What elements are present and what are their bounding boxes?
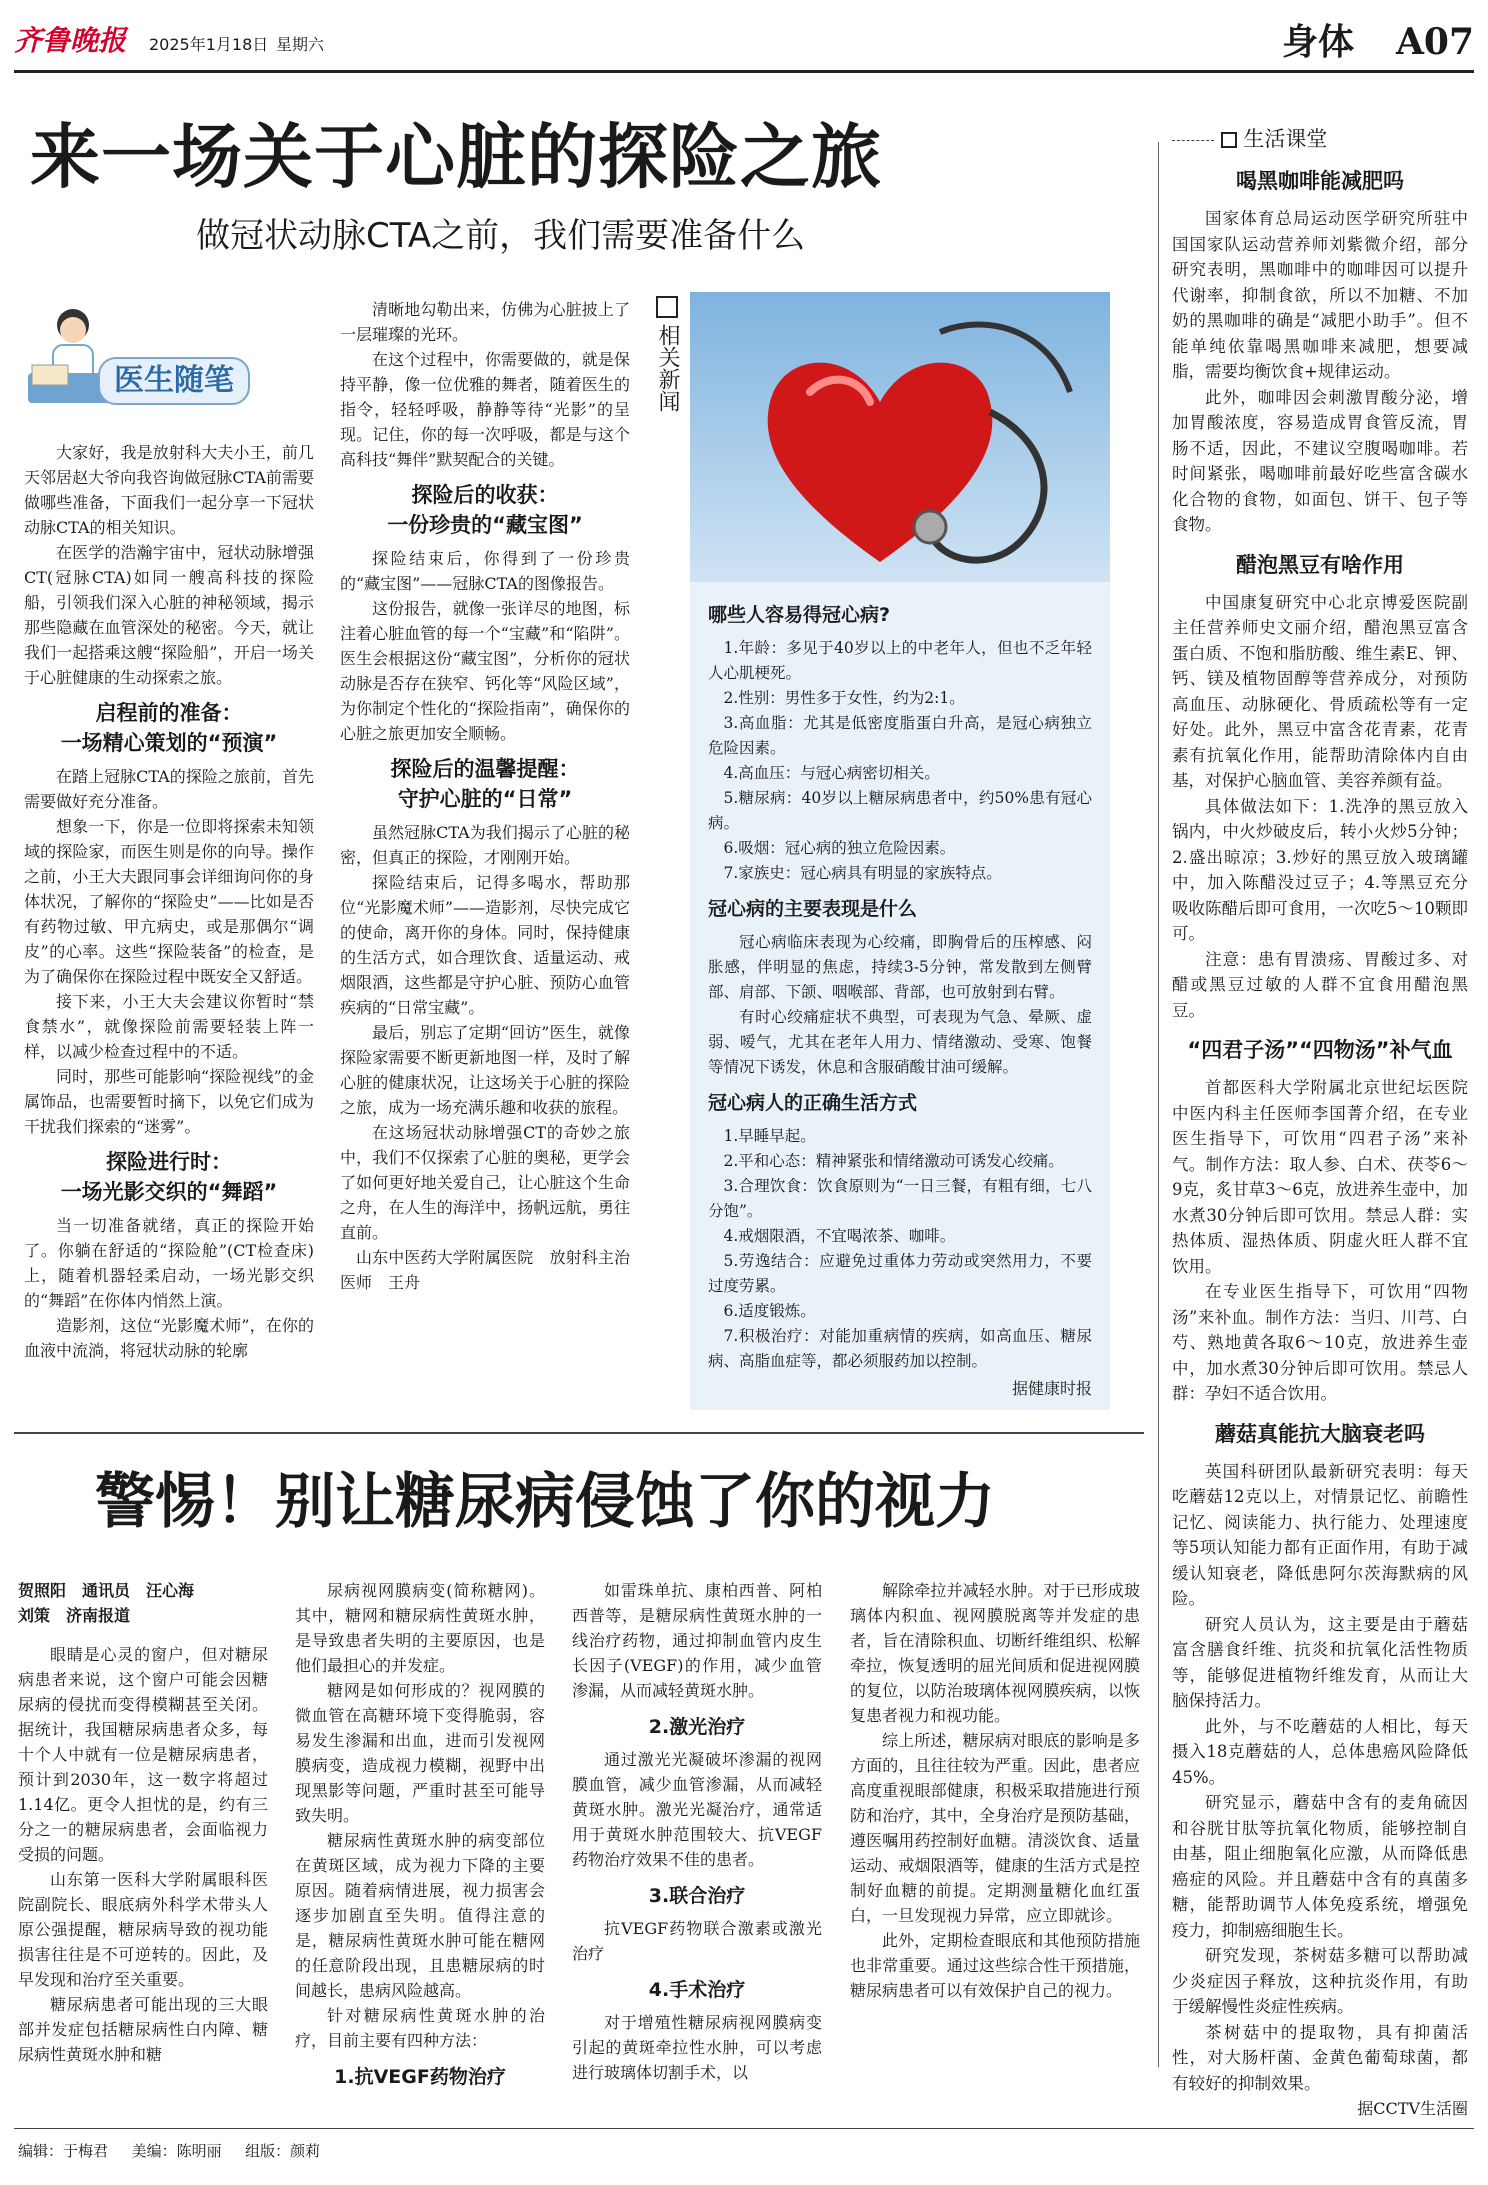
page-number: A07 [1395,21,1474,63]
paragraph: 研究显示，蘑菇中含有的麦角硫因和谷胱甘肽等抗氧化物质，能够控制自由基，阻止细胞氧化应激，从而降低患癌症的风险。并且蘑菇中含有的真菌多糖，能帮助调节人体免疫系统，增强免疫力，抑制癌细胞生长。 [1172,1793,1468,1940]
section-heading: 探险后的温馨提醒： 守护心脏的“日常” [390,757,580,811]
footer-rule [14,2128,1474,2129]
paragraph: 探险结束后，记得多喝水，帮助那位“光影魔术师”——造影剂，尽快完成它的使命，离开你的身体。同时，保持健康的生活方式，如合理饮食、适量运动、戒烟限酒，这些都是守护心脏、预防心血管疾病的“日常宝藏”。 [340,873,630,1017]
doctor-essay-badge [18,295,318,415]
paragraph: 最后，别忘了定期“回访”医生，就像探险家需要不断更新地图一样，及时了解心脏的健康状况，让这场关于心脏的探险之旅，成为一场充满乐趣和收获的旅程。 [340,1023,630,1117]
paragraph: 1.年龄：多见于40岁以上的中老年人，但也不乏年轻人心肌梗死。 [708,639,1092,682]
paragraph: 此外，定期检查眼底和其他预防措施也非常重要。通过这些综合性干预措施，糖尿病患者可以有效保护自己的视力。 [850,1931,1140,2000]
subsection-heading: 4.手术治疗 [648,1979,746,2001]
paragraph: 当一切准备就绪，真正的探险开始了。你躺在舒适的“探险舱”(CT检查床)上，随着机器轻柔启动，一场光影交织的“舞蹈”在你体内悄然上演。 [24,1216,314,1310]
section-heading: 醋泡黑豆有啥作用 [1236,552,1404,577]
paragraph: 山东第一医科大学附属眼科医院副院长、眼底病外科学术带头人原公强提醒，糖尿病导致的视功能损害往往是不可逆转的。因此，及早发现和治疗至关重要。 [18,1870,268,1989]
sub-headline: 做冠状动脉CTA之前，我们需要准备什么 [196,216,806,256]
bottom-col-1 [18,1578,268,2067]
paragraph: 此外，与不吃蘑菇的人相比，每天摄入18克蘑菇的人，总体患癌风险降低45%。 [1172,1716,1468,1787]
paragraph: 2.性别：男性多于女性，约为2:1。 [723,689,965,707]
author-byline: 山东中医药大学附属医院 放射科主治医师 王舟 [340,1248,630,1292]
main-headline: 来一场关于心脏的探险之旅 [30,115,882,198]
paragraph: 5.糖尿病：40岁以上糖尿病患者中，约50%患有冠心病。 [708,789,1092,832]
paragraph: 在专业医生指导下，可饮用“四物汤”来补血。制作方法：当归、川芎、白芍、熟地黄各取6～10克，放进养生壶中，加水煮30分钟后即可饮用。禁忌人群：孕妇不适合饮用。 [1172,1282,1468,1403]
section-heading: 蘑菇真能抗大脑衰老吗 [1215,1421,1425,1446]
section-heading: 启程前的准备： 一场精心策划的“预演” [60,701,278,755]
bottom-headline: 警惕！别让糖尿病侵蚀了你的视力 [95,1467,995,1537]
column-source: 据CCTV生活圈 [1357,2099,1468,2118]
article-col-1 [24,440,314,1363]
reporter-byline: 贺照阳 通讯员 汪心海 刘策 济南报道 [18,1581,195,1625]
paragraph: 如雷珠单抗、康柏西普、阿柏西普等，是糖尿病性黄斑水肿的一线治疗药物，通过抑制血管内皮生长因子(VEGF)的作用，减少血管渗漏，从而减轻黄斑水肿。 [572,1581,822,1700]
paragraph: 在医学的浩瀚宇宙中，冠状动脉增强CT(冠脉CTA)如同一艘高科技的探险船，引领我们深入心脏的神秘领域，揭示那些隐藏在血管深处的秘密。今天，就让我们一起搭乘这艘“探险船”，开启一场关于心脏健康的生动探索之旅。 [24,543,314,687]
subsection-heading: 3.联合治疗 [648,1885,746,1907]
issue-weekday: 星期六 [276,35,325,54]
paragraph: 糖尿病患者可能出现的三大眼部并发症包括糖尿病性白内障、糖尿病性黄斑水肿和糖 [18,1995,268,2064]
paragraph: 糖尿病性黄斑水肿的病变部位在黄斑区域，成为视力下降的主要原因。随着病情进展，视力损害会逐步加剧直至失明。值得注意的是，糖尿病性黄斑水肿可能在糖网的任意阶段出现，且患糖尿病的时间越长，患病风险越高。 [295,1831,545,2000]
doctor-essay-label: 医生随笔 [98,357,250,405]
designer-credit: 美编：陈明丽 [131,2142,222,2160]
paragraph: 有时心绞痛症状不典型，可表现为气急、晕厥、虚弱、嗳气，尤其在老年人用力、情绪激动、受寒、饱餐等情况下诱发，休息和含服硝酸甘油可缓解。 [708,1008,1092,1076]
heart-icon [690,292,1110,582]
layout-credit: 组版：颜莉 [245,2142,321,2160]
paragraph: 大家好，我是放射科大夫小王，前几天邻居赵大爷向我咨询做冠脉CTA前需要做哪些准备，下面我们一起分享一下冠状动脉CTA的相关知识。 [24,443,314,537]
heart-stethoscope-image [690,292,1110,582]
paragraph: 英国科研团队最新研究表明：每天吃蘑菇12克以上，对情景记忆、前瞻性记忆、阅读能力、执行能力、处理速度等5项认知能力都有正面作用，有助于减缓认知衰老，降低患阿尔茨海默病的风险。 [1172,1461,1468,1608]
section-heading: “四君子汤”“四物汤”补气血 [1187,1038,1453,1062]
column-tag-icon [1221,132,1237,148]
paragraph: 国家体育总局运动医学研究所驻中国国家队运动营养师刘紫微介绍，部分研究表明，黑咖啡中的咖啡因可以提升代谢率，抑制食欲，所以不加糖、不加奶的黑咖啡的确是“减肥小助手”。但不能单纯依靠喝黑咖啡来减肥，想要减脂，需要均衡饮食+规律运动。 [1172,209,1468,381]
box-heading: 哪些人容易得冠心病? [708,604,891,626]
paragraph: 眼睛是心灵的窗户，但对糖尿病患者来说，这个窗户可能会因糖尿病的侵扰而变得模糊甚至关闭。据统计，我国糖尿病患者众多，每十个人中就有一位是糖尿病患者，预计到2030年，这一数字将超过1.14亿。更令人担忧的是，约有三分之一的糖尿病患者，会面临视力受损的问题。 [18,1645,268,1864]
paragraph: 探险结束后，你得到了一份珍贵的“藏宝图”——冠脉CTA的图像报告。 [340,549,630,593]
paragraph: 3.合理饮食：饮食原则为“一日三餐，有粗有细，七八分饱”。 [708,1177,1092,1220]
right-column-divider [1158,142,1159,2067]
masthead [14,20,1474,68]
paragraph: 研究人员认为，这主要是由于蘑菇富含膳食纤维、抗炎和抗氧化活性物质等，能够促进植物纤维发育，从而让大脑保持活力。 [1172,1614,1468,1710]
cad-info-box [690,582,1110,1410]
editor-credit: 编辑：于梅君 [18,2142,109,2160]
paragraph: 研究发现，茶树菇多糖可以帮助减少炎症因子释放，这种抗炎作用，有助于缓解慢性炎症性疾病。 [1172,1946,1468,2016]
paragraph: 6.适度锻炼。 [723,1302,816,1320]
news-box-icon [656,296,678,318]
paragraph: 冠心病临床表现为心绞痛，即胸骨后的压榨感、闷胀感，伴明显的焦虑，持续3-5分钟，常发散到左侧臂部、肩部、下颌、咽喉部、背部，也可放射到右臂。 [708,933,1092,1001]
paragraph: 注意：患有胃溃疡、胃酸过多、对醋或黑豆过敏的人群不宜食用醋泡黑豆。 [1172,949,1468,1020]
paragraph: 接下来，小王大夫会建议你暂时“禁食禁水”，就像探险前需要轻装上阵一样，以减少检查过程中的不适。 [24,992,314,1061]
paragraph: 通过激光光凝破坏渗漏的视网膜血管，减少血管渗漏，从而减轻黄斑水肿。激光光凝治疗，通常适用于黄斑水肿范围较大、抗VEGF药物治疗效果不佳的患者。 [572,1750,822,1869]
paragraph: 对于增殖性糖尿病视网膜病变引起的黄斑牵拉性水肿，可以考虑进行玻璃体切割手术，以 [572,2013,822,2082]
paragraph: 茶树菇中的提取物，具有抑菌活性，对大肠杆菌、金黄色葡萄球菌，都有较好的抑制效果。 [1172,2022,1468,2093]
box-heading: 冠心病人的正确生活方式 [708,1092,918,1114]
paragraph: 5.劳逸结合：应避免过重体力劳动或突然用力，不要过度劳累。 [708,1252,1092,1295]
section-heading: 探险进行时： 一场光影交织的“舞蹈” [60,1150,278,1204]
related-news-label: 相关新闻 [650,296,684,412]
paragraph: 4.戒烟限酒，不宜喝浓茶、咖啡。 [723,1227,956,1245]
paragraph: 首都医科大学附属北京世纪坛医院中医内科主任医师李国菁介绍，在专业医生指导下，可饮用“四君子汤”来补气。制作方法：取人参、白术、茯苓6～9克，炙甘草3～6克，放进养生壶中，加水煮30分钟后即可饮用。禁忌人群：实热体质、湿热体质、阴虚火旺人群不宜饮用。 [1172,1078,1468,1276]
paragraph: 7.积极治疗：对能加重病情的疾病，如高血压、糖尿病、高脂血症等，都必须服药加以控制。 [708,1327,1092,1370]
footer-credits [18,2140,320,2162]
paragraph: 中国康复研究中心北京博爱医院副主任营养师史文丽介绍，醋泡黑豆富含蛋白质、不饱和脂肪酸、维生素E、钾、钙、镁及植物固醇等营养成分，对预防高血压、动脉硬化、骨质疏松等有一定好处。此外，黑豆中富含花青素，花青素有抗氧化作用，能帮助清除体内自由基，对保护心脑血管、美容养颜有益。 [1172,592,1468,790]
paragraph: 清晰地勾勒出来，仿佛为心脏披上了一层璀璨的光环。 [340,300,630,344]
bottom-col-4 [850,1578,1140,2003]
paragraph: 1.早睡早起。 [723,1127,816,1145]
bottom-col-2 [295,1578,545,2097]
section-name: 身体 [1281,21,1354,63]
paragraph: 4.高血压：与冠心病密切相关。 [723,764,940,782]
subsection-heading: 1.抗VEGF药物治疗 [334,2066,506,2088]
subsection-heading: 2.激光治疗 [648,1716,746,1738]
paper-logo: 齐鲁晚报 [14,24,127,57]
column-tag: 生活课堂 [1172,124,1468,154]
paragraph: 在踏上冠脉CTA的探险之旅前，首先需要做好充分准备。 [24,767,314,811]
section-heading: 探险后的收获： 一份珍贵的“藏宝图” [387,483,583,537]
paragraph: 综上所述，糖尿病对眼底的影响是多方面的，且往往较为严重。因此，患者应高度重视眼部健康，积极采取措施进行预防和治疗，其中，全身治疗是预防基础，遵医嘱用药控制好血糖。清淡饮食、适量运动、戒烟限酒等，健康的生活方式是控制好血糖的前提。定期测量糖化血红蛋白，一旦发现视力异常，应立即就诊。 [850,1731,1140,1925]
header-rule [14,70,1474,73]
bottom-col-3 [572,1578,822,2085]
paragraph: 同时，那些可能影响“探险视线”的金属饰品，也需要暂时摘下，以免它们成为干扰我们探索的“迷雾”。 [24,1067,314,1136]
paragraph: 6.吸烟：冠心病的独立危险因素。 [723,839,956,857]
paragraph: 抗VEGF药物联合激素或激光治疗 [572,1919,822,1963]
paragraph: 7.家族史：冠心病具有明显的家族特点。 [723,864,1002,882]
paragraph: 这份报告，就像一张详尽的地图，标注着心脏血管的每一个“宝藏”和“陷阱”。医生会根据这份“藏宝图”，分析你的冠状动脉是否存在狭窄、钙化等“风险区域”，为你制定个性化的“探险指南”，确保你的心脏之旅更加安全顺畅。 [340,599,630,743]
paragraph: 此外，咖啡因会刺激胃酸分泌，增加胃酸浓度，容易造成胃食管反流，胃肠不适，因此，不建议空腹喝咖啡。若时间紧张，喝咖啡前最好吃些富含碳水化合物的食物，如面包、饼干、包子等食物。 [1172,387,1468,534]
paragraph: 2.平和心态：精神紧张和情绪激动可诱发心绞痛。 [723,1152,1064,1170]
section-heading: 喝黑咖啡能减肥吗 [1236,169,1404,193]
issue-date: 2025年1月18日 [149,35,269,54]
paragraph: 解除牵拉并减轻水肿。对于已形成玻璃体内积血、视网膜脱离等并发症的患者，旨在清除积血、切断纤维组织、松解牵拉，恢复透明的屈光间质和促进视网膜的复位，以防治玻璃体视网膜疾病，以恢复患者视力和视功能。 [850,1581,1140,1725]
paragraph: 针对糖尿病性黄斑水肿的治疗，目前主要有四种方法： [295,2006,545,2050]
paragraph: 在这个过程中，你需要做的，就是保持平静，像一位优雅的舞者，随着医生的指令，轻轻呼吸，静静等待“光影”的呈现。记住，你的每一次呼吸，都是与这个高科技“舞伴”默契配合的关键。 [340,350,630,469]
article-col-2 [340,297,630,1295]
paragraph: 尿病视网膜病变(简称糖网)。其中，糖网和糖尿病性黄斑水肿，是导致患者失明的主要原因，也是他们最担心的并发症。 [295,1581,545,1675]
paragraph: 造影剂，这位“光影魔术师”，在你的血液中流淌，将冠状动脉的轮廓 [24,1316,314,1360]
paragraph: 想象一下，你是一位即将探索未知领域的探险家，而医生则是你的向导。操作之前，小王大夫跟同事会详细询问你的身体状况，了解你的“探险史”——比如是否有药物过敏、甲亢病史，或是那偶尔“调皮”的心率。这些“探险装备”的检查，是为了确保你在探险过程中既安全又舒适。 [24,817,314,986]
box-source: 据健康时报 [1011,1379,1092,1398]
box-heading: 冠心病的主要表现是什么 [708,898,918,920]
life-class-column [1172,124,1468,2121]
paragraph: 在这场冠状动脉增强CT的奇妙之旅中，我们不仅探索了心脏的奥秘，更学会了如何更好地关爱自己，让心脏这个生命之舟，在人生的海洋中，扬帆远航，勇往直前。 [340,1123,630,1242]
paragraph: 3.高血脂：尤其是低密度脂蛋白升高，是冠心病独立危险因素。 [708,714,1092,757]
section-separator [14,1432,1144,1434]
paragraph: 具体做法如下：1.洗净的黑豆放入锅内，中火炒破皮后，转小火炒5分钟；2.盛出晾凉；3.炒好的黑豆放入玻璃罐中，加入陈醋没过豆子；4.等黑豆充分吸收陈醋后即可食用，一次吃5～10颗即可。 [1172,796,1468,943]
paragraph: 糖网是如何形成的？视网膜的微血管在高糖环境下变得脆弱，容易发生渗漏和出血，进而引发视网膜病变，造成视力模糊，视野中出现黑影等问题，严重时甚至可能导致失明。 [295,1681,545,1825]
paragraph: 虽然冠脉CTA为我们揭示了心脏的秘密，但真正的探险，才刚刚开始。 [340,823,630,867]
